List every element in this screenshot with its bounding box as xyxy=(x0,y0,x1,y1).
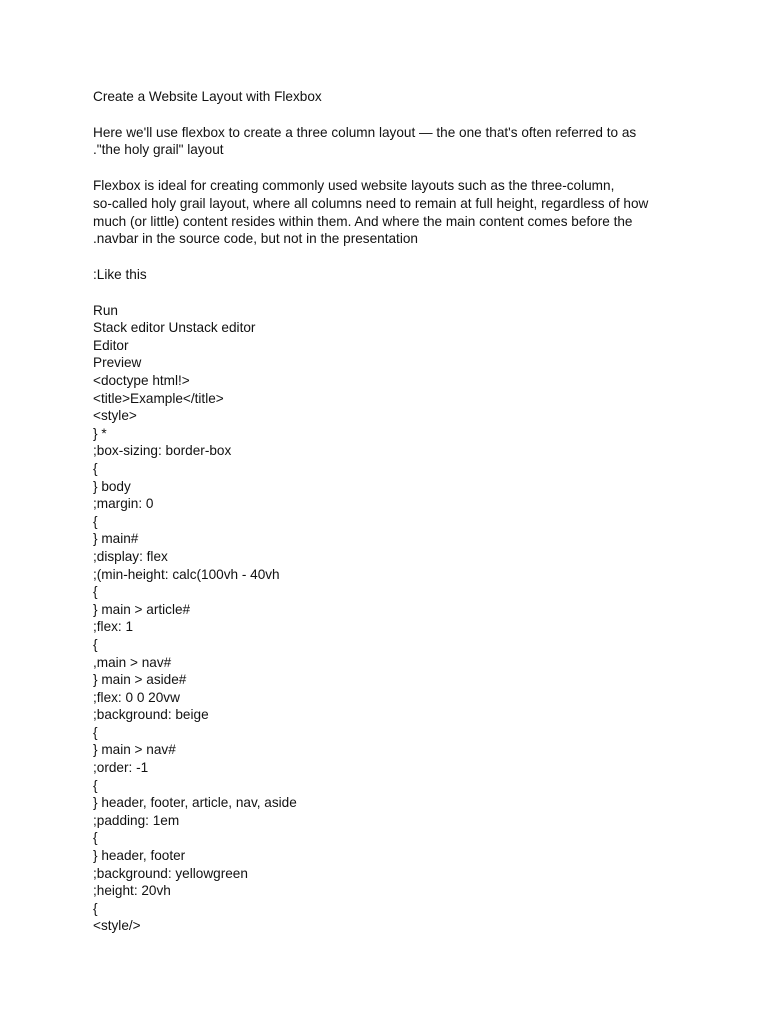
code-line: { xyxy=(93,777,98,793)
intro-paragraph xyxy=(93,124,693,159)
code-line: } * xyxy=(93,425,107,441)
code-line: ;box-sizing: border-box xyxy=(93,443,232,459)
like-this-text: :Like this xyxy=(93,266,147,282)
code-line: <title>Example</title> xyxy=(93,390,224,406)
run-label: Run xyxy=(93,302,118,318)
editor-label: Editor xyxy=(93,337,129,353)
code-line: ;(min-height: calc(100vh - 40vh xyxy=(93,566,280,582)
body-line: much (or little) content resides within them. And where the main content comes before the xyxy=(93,213,633,229)
document-title: Create a Website Layout with Flexbox xyxy=(93,89,322,104)
code-line: <style> xyxy=(93,408,137,424)
body-paragraph xyxy=(93,177,693,248)
preview-label: Preview xyxy=(93,355,142,371)
code-line: <style/> xyxy=(93,918,141,934)
code-line: <doctype html!> xyxy=(93,373,190,388)
code-line: { xyxy=(93,636,98,652)
body-line: .navbar in the source code, but not in the presentation xyxy=(93,231,418,247)
code-line: { xyxy=(93,460,98,476)
body-line: Flexbox is ideal for creating commonly used website layouts such as the three-column, xyxy=(93,178,615,194)
intro-line: ."the holy grail" layout xyxy=(93,142,224,158)
code-line: } header, footer xyxy=(93,848,186,864)
code-line: } main > nav# xyxy=(93,742,176,758)
code-line: ;flex: 1 xyxy=(93,619,134,635)
editor-labels xyxy=(93,302,693,372)
code-line: ;flex: 0 0 20vw xyxy=(93,689,180,705)
code-line: } main > article# xyxy=(93,601,191,617)
code-line: ;display: flex xyxy=(93,548,168,564)
code-line: ;background: yellowgreen xyxy=(93,865,248,881)
code-line: { xyxy=(93,830,98,846)
intro-line: Here we'll use flexbox to create a three column layout — the one that's often referred to as xyxy=(93,124,637,140)
code-line: } main# xyxy=(93,531,139,547)
document-page xyxy=(93,88,693,935)
code-line: { xyxy=(93,900,98,916)
code-line: ;background: beige xyxy=(93,707,209,723)
code-line: ;margin: 0 xyxy=(93,496,154,512)
code-line: { xyxy=(93,513,98,529)
code-block xyxy=(93,372,693,935)
code-line: } main > aside# xyxy=(93,672,187,688)
code-line: ;order: -1 xyxy=(93,760,149,776)
stack-editor-label: Stack editor Unstack editor xyxy=(93,320,256,336)
code-line: ;padding: 1em xyxy=(93,812,180,828)
code-line: ;height: 20vh xyxy=(93,883,171,899)
code-line: } header, footer, article, nav, aside xyxy=(93,795,297,811)
code-line: { xyxy=(93,724,98,740)
body-line: so-called holy grail layout, where all columns need to remain at full height, regardless of how xyxy=(93,195,649,211)
code-line: { xyxy=(93,584,98,600)
code-line: ,main > nav# xyxy=(93,654,172,670)
code-line: } body xyxy=(93,478,131,494)
